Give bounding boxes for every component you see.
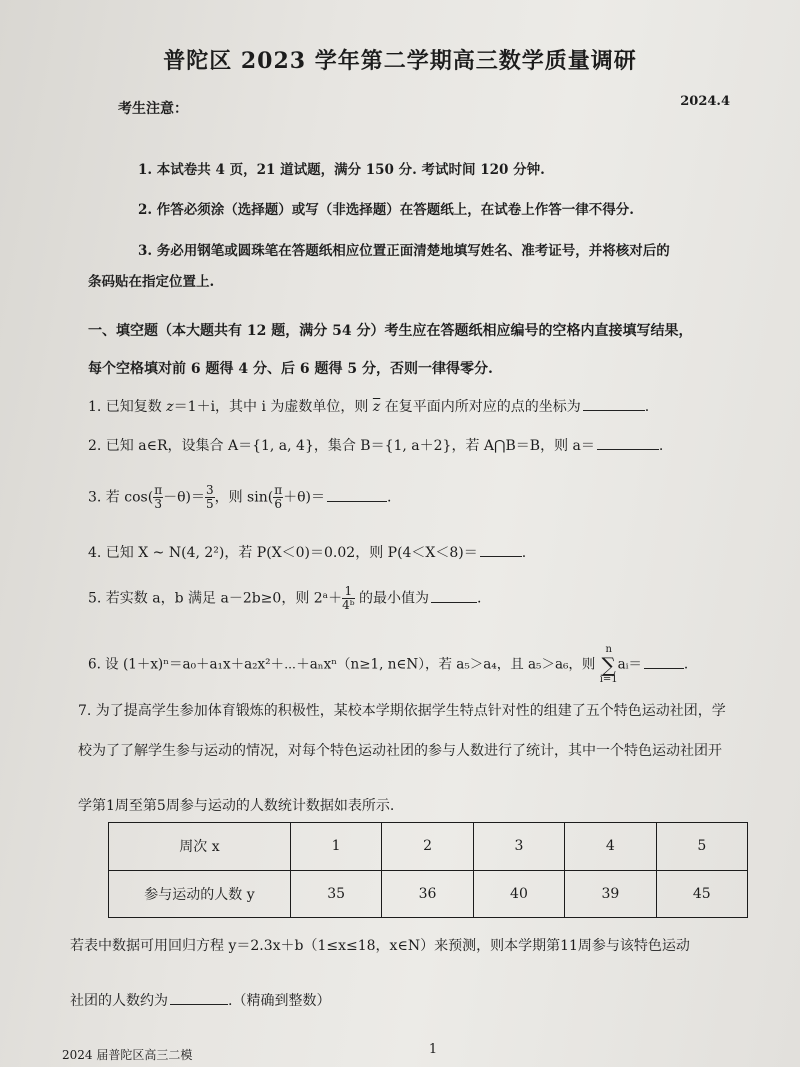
answer-blank-3[interactable] bbox=[327, 500, 387, 502]
table-cell: 3 bbox=[473, 823, 564, 871]
weekly-participation-table bbox=[108, 822, 748, 918]
q2-text: 2. 已知 a∈R，设集合 A＝{1, a, 4}，集合 B＝{1, a＋2}，若 A⋂B＝B，则 a＝ bbox=[88, 438, 595, 454]
question-1: 1. 已知复数 z＝1＋i，其中 i 为虚数单位，则 $\overline{z}$ 在复平面内所对应的点的坐标为 . bbox=[88, 399, 650, 415]
q1-text-a: 1. 已知复数 bbox=[88, 399, 167, 415]
question-7-line-3: 学第1周至第5周参与运动的人数统计数据如表所示. bbox=[78, 798, 395, 814]
q1-var-z: z bbox=[166, 399, 174, 415]
page-number: 1 bbox=[428, 1042, 438, 1057]
question-7-line-4: 若表中数据可用回归方程 y＝2.3x＋b（1≤x≤18，x∈N）来预测，则本学期第11周参与该特色运动 bbox=[70, 938, 690, 954]
q5-text-b: 的最小值为 bbox=[354, 590, 429, 607]
q6-text-a: 6. 设 (1＋x)ⁿ＝a₀＋a₁x＋a₂x²＋⋯＋aₙxⁿ（n≥1, n∈N），若 a₅＞a₄，且 a₅＞a₆，则 bbox=[88, 656, 600, 673]
table-row-weeks bbox=[109, 823, 748, 871]
answer-blank-1[interactable] bbox=[583, 409, 645, 411]
answer-blank-4[interactable] bbox=[480, 555, 522, 557]
notice-heading: 考生注意： bbox=[118, 101, 188, 117]
answer-blank-5[interactable] bbox=[431, 601, 477, 603]
summation-symbol: n ∑ i=1 bbox=[599, 644, 618, 685]
page-title: 普陀区 2023 学年第二学期高三数学质量调研 bbox=[163, 48, 637, 74]
q1-conjugate-z: $\overline{z}$ bbox=[372, 399, 381, 415]
q3-text-b: －θ)＝ bbox=[163, 489, 205, 506]
question-7-line-5 bbox=[70, 990, 330, 1010]
section-instructions-line-1: 一、填空题（本大题共有 12 题，满分 54 分）考生应在答题纸相应编号的空格内直接填写结果， bbox=[88, 323, 693, 339]
table-header-week: 周次 x bbox=[109, 823, 291, 871]
q7-text-b: .（精确到整数） bbox=[228, 993, 331, 1009]
question-3: 3. 若 cos( $\frac{\pi}{3}$ －θ)＝ $\frac{3}{5}$ ，则 sin( $\frac{\pi}{6}$ ＋θ)＝ . bbox=[88, 483, 392, 511]
fraction-pi-over-6: $\frac{\pi}{6}$ bbox=[274, 483, 283, 511]
footer-label: 2024 届普陀区高三二模 bbox=[62, 1048, 193, 1062]
answer-blank-2[interactable] bbox=[597, 448, 659, 450]
table-row-counts bbox=[109, 870, 748, 918]
fraction-pi-over-3: $\frac{\pi}{3}$ bbox=[154, 483, 163, 511]
q3-text-a: 3. 若 cos( bbox=[88, 489, 154, 506]
table-cell: 1 bbox=[290, 823, 381, 871]
table-cell: 4 bbox=[565, 823, 656, 871]
fraction-1-over-4b: $\frac{1}{\text{4ᵇ}}$ bbox=[342, 584, 355, 612]
question-7-line-1: 7. 为了提高学生参加体育锻炼的积极性，某校本学期依据学生特点针对性的组建了五个特色运动社团，学 bbox=[78, 703, 726, 719]
notice-item-2: 2. 作答必须涂（选择题）或写（非选择题）在答题纸上，在试卷上作答一律不得分. bbox=[138, 202, 634, 218]
table-cell: 40 bbox=[473, 870, 564, 918]
table-cell: 35 bbox=[290, 870, 381, 918]
notice-item-1: 1. 本试卷共 4 页，21 道试题，满分 150 分. 考试时间 120 分钟. bbox=[138, 162, 545, 178]
table-header-count: 参与运动的人数 y bbox=[109, 870, 291, 918]
question-5: 5. 若实数 a，b 满足 a－2b≥0，则 2ᵃ＋ $\frac{1}{\text{4ᵇ}}$ 的最小值为 . bbox=[88, 584, 482, 612]
exam-date: 2024.4 bbox=[680, 94, 730, 109]
notice-item-3: 3. 务必用钢笔或圆珠笔在答题纸相应位置正面清楚地填写姓名、准考证号，并将核对后的 bbox=[138, 243, 670, 259]
q5-text-a: 5. 若实数 a，b 满足 a－2b≥0，则 2ᵃ＋ bbox=[88, 590, 343, 607]
q3-text-e: ＋θ)＝ bbox=[283, 489, 325, 506]
q3-text-c: ，则 sin( bbox=[214, 489, 274, 506]
question-6: 6. 设 (1＋x)ⁿ＝a₀＋a₁x＋a₂x²＋⋯＋aₙxⁿ（n≥1, n∈N），若 a₅＞a₄，且 a₅＞a₆，则 n ∑ i=1aᵢ＝ . bbox=[88, 644, 689, 685]
question-4: 4. 已知 X ~ N(4, 2²)，若 P(X＜0)＝0.02，则 P(4＜X＜8)＝ . bbox=[88, 545, 527, 561]
section-instructions-line-2: 每个空格填对前 6 题得 4 分、后 6 题得 5 分，否则一律得零分. bbox=[88, 361, 493, 377]
q1-text-e: 在复平面内所对应的点的坐标为 bbox=[380, 399, 581, 415]
q6-text-b: aᵢ＝ bbox=[617, 656, 642, 673]
q1-text-c: ＝1＋i，其中 i 为虚数单位，则 bbox=[173, 399, 373, 415]
q4-text: 4. 已知 X ~ N(4, 2²)，若 P(X＜0)＝0.02，则 P(4＜X＜8)＝ bbox=[88, 545, 478, 561]
answer-blank-7[interactable] bbox=[170, 1003, 228, 1005]
question-2: 2. 已知 a∈R，设集合 A＝{1, a, 4}，集合 B＝{1, a＋2}，若 A⋂B＝B，则 a＝ . bbox=[88, 438, 664, 454]
table-cell: 36 bbox=[382, 870, 473, 918]
notice-item-3-continued: 条码贴在指定位置上. bbox=[88, 274, 215, 290]
table-cell: 45 bbox=[656, 870, 747, 918]
table-cell: 39 bbox=[565, 870, 656, 918]
table-cell: 5 bbox=[656, 823, 747, 871]
fraction-3-over-5: $\frac{3}{5}$ bbox=[205, 483, 214, 511]
q7-text-a: 社团的人数约为 bbox=[70, 993, 168, 1009]
table-cell: 2 bbox=[382, 823, 473, 871]
question-7-line-2: 校为了了解学生参与运动的情况，对每个特色运动社团的参与人数进行了统计，其中一个特色运动社团开 bbox=[78, 743, 722, 759]
answer-blank-6[interactable] bbox=[644, 667, 684, 669]
